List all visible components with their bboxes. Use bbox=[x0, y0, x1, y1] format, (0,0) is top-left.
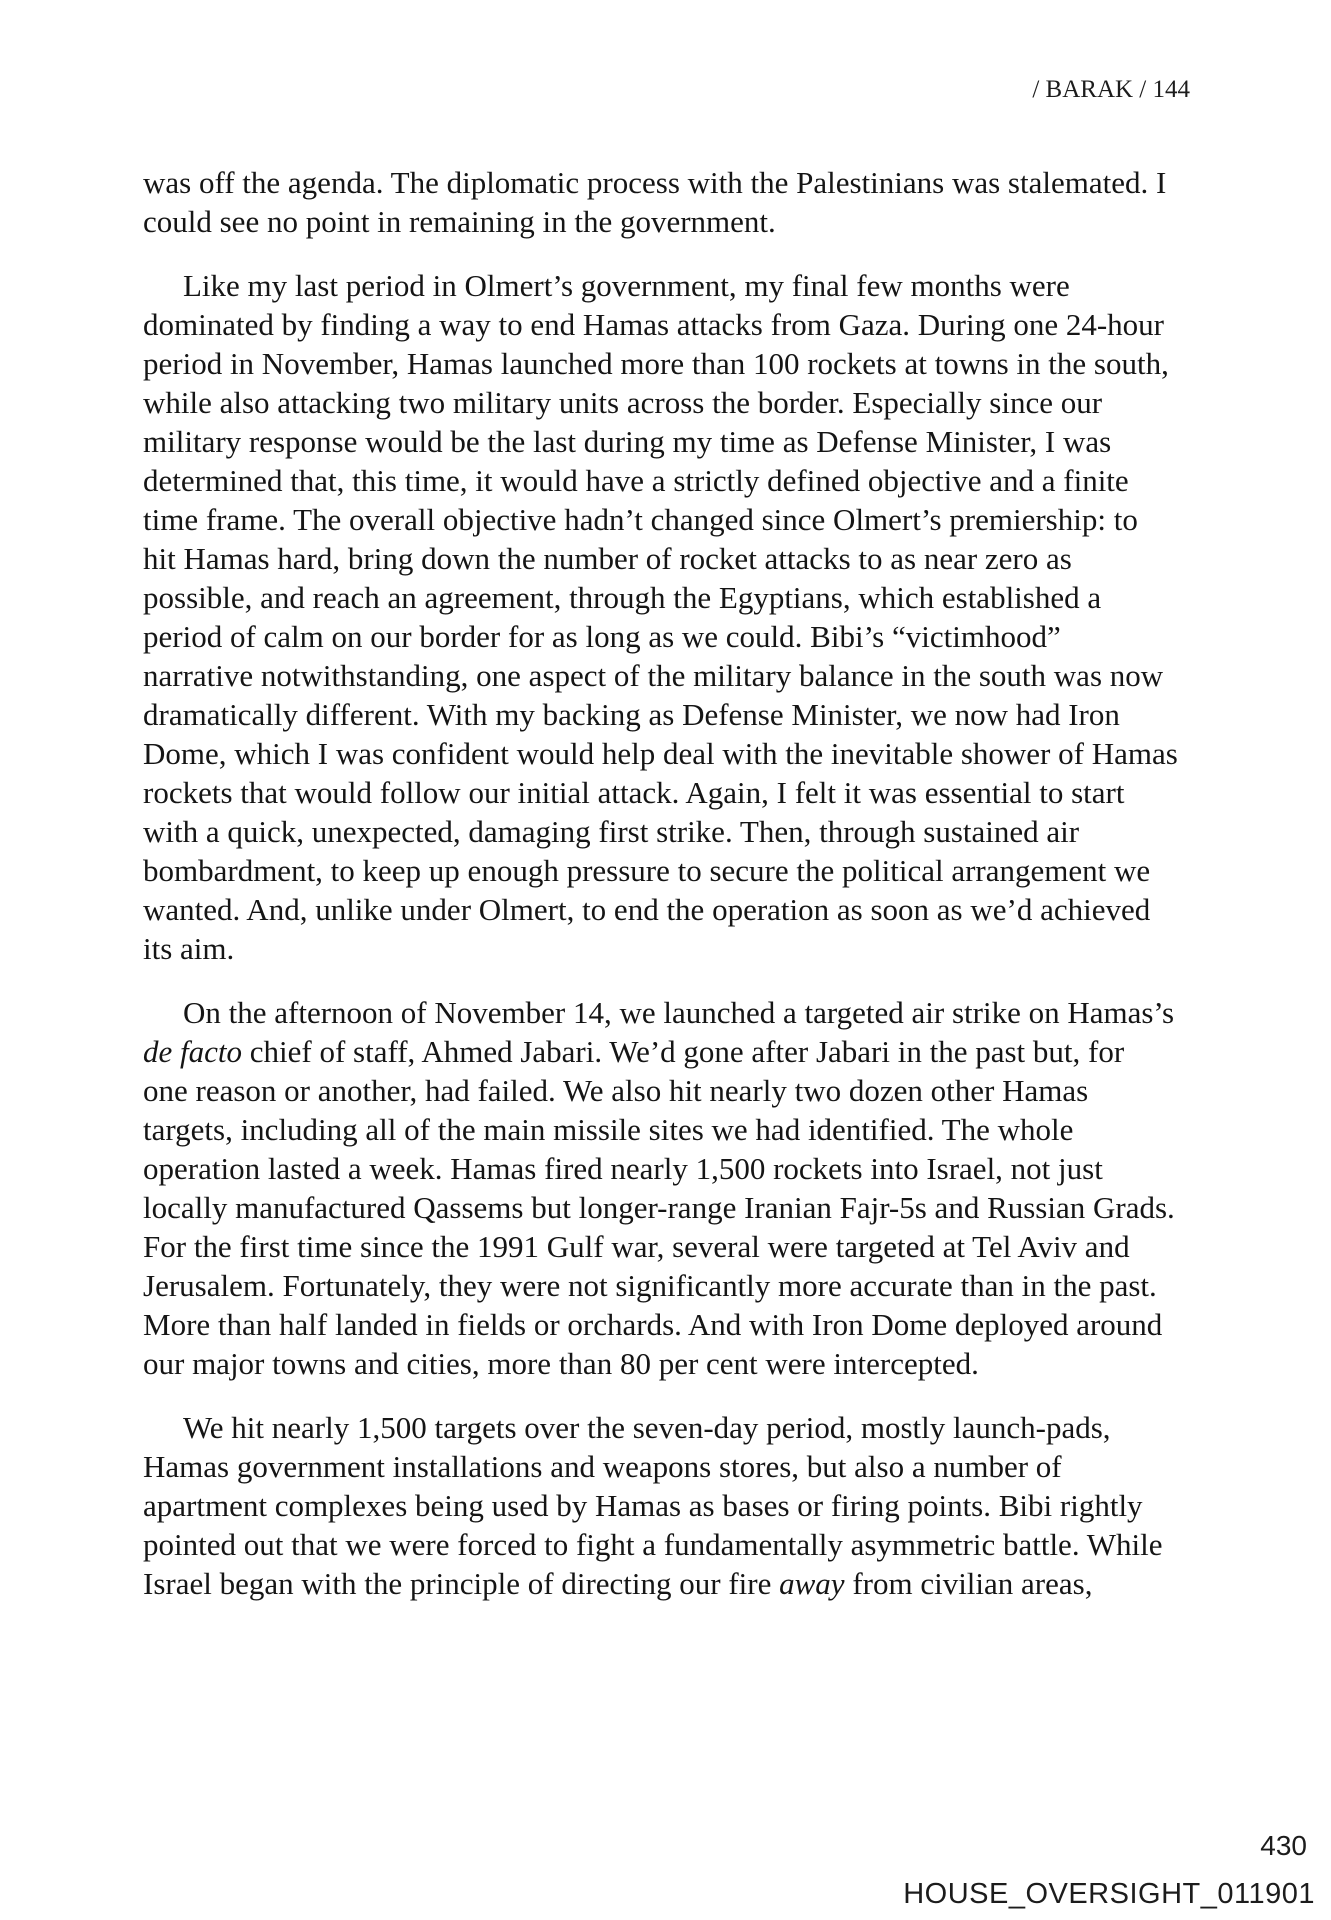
text-segment: de facto bbox=[143, 1034, 242, 1069]
text-segment: targets, including all of the main missile sites we had identified. The whole bbox=[143, 1112, 1074, 1147]
text-line bbox=[143, 305, 1228, 344]
text-segment: one reason or another, had failed. We also hit nearly two dozen other Hamas bbox=[143, 1073, 1089, 1108]
text-segment: bombardment, to keep up enough pressure to secure the political arrangement we bbox=[143, 853, 1151, 888]
text-line bbox=[143, 1486, 1228, 1525]
text-segment: period in November, Hamas launched more than 100 rockets at towns in the south, bbox=[143, 346, 1169, 381]
page-number: 430 bbox=[1260, 1830, 1307, 1861]
text-segment: operation lasted a week. Hamas fired nearly 1,500 rockets into Israel, not just bbox=[143, 1151, 1103, 1186]
text-line bbox=[143, 461, 1228, 500]
text-segment: could see no point in remaining in the government. bbox=[143, 204, 776, 239]
text-line bbox=[143, 1032, 1228, 1071]
text-segment: Israel began with the principle of directing our fire bbox=[143, 1566, 780, 1601]
text-segment: hit Hamas hard, bring down the number of rocket attacks to as near zero as bbox=[143, 541, 1072, 576]
text-segment: Hamas government installations and weapons stores, but also a number of bbox=[143, 1449, 1062, 1484]
text-line bbox=[143, 1344, 1228, 1383]
text-line bbox=[143, 266, 1228, 305]
text-line bbox=[143, 539, 1228, 578]
text-line bbox=[143, 163, 1228, 202]
text-segment: locally manufactured Qassems but longer-range Iranian Fajr-5s and Russian Grads. bbox=[143, 1190, 1175, 1225]
text-line bbox=[143, 500, 1228, 539]
text-segment: dominated by finding a way to end Hamas attacks from Gaza. During one 24-hour bbox=[143, 307, 1164, 342]
text-segment: More than half landed in fields or orchards. And with Iron Dome deployed around bbox=[143, 1307, 1163, 1342]
text-line bbox=[143, 383, 1228, 422]
text-line bbox=[143, 578, 1228, 617]
paragraph bbox=[143, 163, 1228, 241]
text-segment: possible, and reach an agreement, through the Egyptians, which established a bbox=[143, 580, 1102, 615]
text-segment: military response would be the last during my time as Defense Minister, I was bbox=[143, 424, 1112, 459]
text-segment: rockets that would follow our initial attack. Again, I felt it was essential to start bbox=[143, 775, 1125, 810]
text-line bbox=[143, 1071, 1228, 1110]
text-segment: determined that, this time, it would have a strictly defined objective and a finite bbox=[143, 463, 1129, 498]
text-segment: apartment complexes being used by Hamas as bases or firing points. Bibi rightly bbox=[143, 1488, 1143, 1523]
text-line bbox=[143, 1525, 1228, 1564]
text-segment: with a quick, unexpected, damaging first strike. Then, through sustained air bbox=[143, 814, 1080, 849]
text-line bbox=[143, 695, 1228, 734]
paragraph bbox=[143, 1408, 1228, 1603]
text-segment: time frame. The overall objective hadn’t changed since Olmert’s premiership: to bbox=[143, 502, 1138, 537]
text-segment: On the afternoon of November 14, we launched a targeted air strike on Hamas’s bbox=[183, 995, 1175, 1030]
paragraph bbox=[143, 266, 1228, 968]
bates-stamp: HOUSE_OVERSIGHT_011901 bbox=[903, 1878, 1315, 1910]
text-line bbox=[143, 1447, 1228, 1486]
text-segment: period of calm on our border for as long as we could. Bibi’s “victimhood” bbox=[143, 619, 1061, 654]
text-line bbox=[143, 1305, 1228, 1344]
text-line bbox=[143, 993, 1228, 1032]
text-line bbox=[143, 1110, 1228, 1149]
text-line bbox=[143, 812, 1228, 851]
body-text bbox=[143, 163, 1228, 1603]
text-segment: chief of staff, Ahmed Jabari. We’d gone after Jabari in the past but, for bbox=[242, 1034, 1125, 1069]
text-line bbox=[143, 851, 1228, 890]
text-line bbox=[143, 202, 1228, 241]
text-segment: Like my last period in Olmert’s government, my final few months were bbox=[183, 268, 1070, 303]
text-line bbox=[143, 773, 1228, 812]
text-segment: pointed out that we were forced to fight a fundamentally asymmetric battle. While bbox=[143, 1527, 1163, 1562]
text-line bbox=[143, 344, 1228, 383]
text-line bbox=[143, 929, 1228, 968]
text-line bbox=[143, 1149, 1228, 1188]
text-segment: narrative notwithstanding, one aspect of the military balance in the south was now bbox=[143, 658, 1164, 693]
paragraph bbox=[143, 993, 1228, 1383]
text-segment: Dome, which I was confident would help deal with the inevitable shower of Hamas bbox=[143, 736, 1178, 771]
text-segment: We hit nearly 1,500 targets over the seven-day period, mostly launch-pads, bbox=[183, 1410, 1111, 1445]
text-line bbox=[143, 656, 1228, 695]
text-segment: For the first time since the 1991 Gulf war, several were targeted at Tel Aviv and bbox=[143, 1229, 1130, 1264]
text-segment: wanted. And, unlike under Olmert, to end the operation as soon as we’d achieved bbox=[143, 892, 1151, 927]
text-line bbox=[143, 734, 1228, 773]
text-line bbox=[143, 1266, 1228, 1305]
text-segment: while also attacking two military units across the border. Especially since our bbox=[143, 385, 1103, 420]
text-segment: its aim. bbox=[143, 931, 235, 966]
text-line bbox=[143, 1408, 1228, 1447]
text-segment: was off the agenda. The diplomatic process with the Palestinians was stalemated. I bbox=[143, 165, 1167, 200]
text-segment: dramatically different. With my backing as Defense Minister, we now had Iron bbox=[143, 697, 1120, 732]
text-segment: Jerusalem. Fortunately, they were not significantly more accurate than in the past. bbox=[143, 1268, 1157, 1303]
text-line bbox=[143, 1564, 1228, 1603]
text-line bbox=[143, 890, 1228, 929]
text-segment: from civilian areas, bbox=[844, 1566, 1093, 1601]
text-line bbox=[143, 422, 1228, 461]
text-line bbox=[143, 617, 1228, 656]
text-segment: away bbox=[779, 1566, 845, 1601]
running-header: / BARAK / 144 bbox=[1032, 76, 1190, 103]
text-segment: our major towns and cities, more than 80 per cent were intercepted. bbox=[143, 1346, 979, 1381]
text-line bbox=[143, 1227, 1228, 1266]
text-line bbox=[143, 1188, 1228, 1227]
